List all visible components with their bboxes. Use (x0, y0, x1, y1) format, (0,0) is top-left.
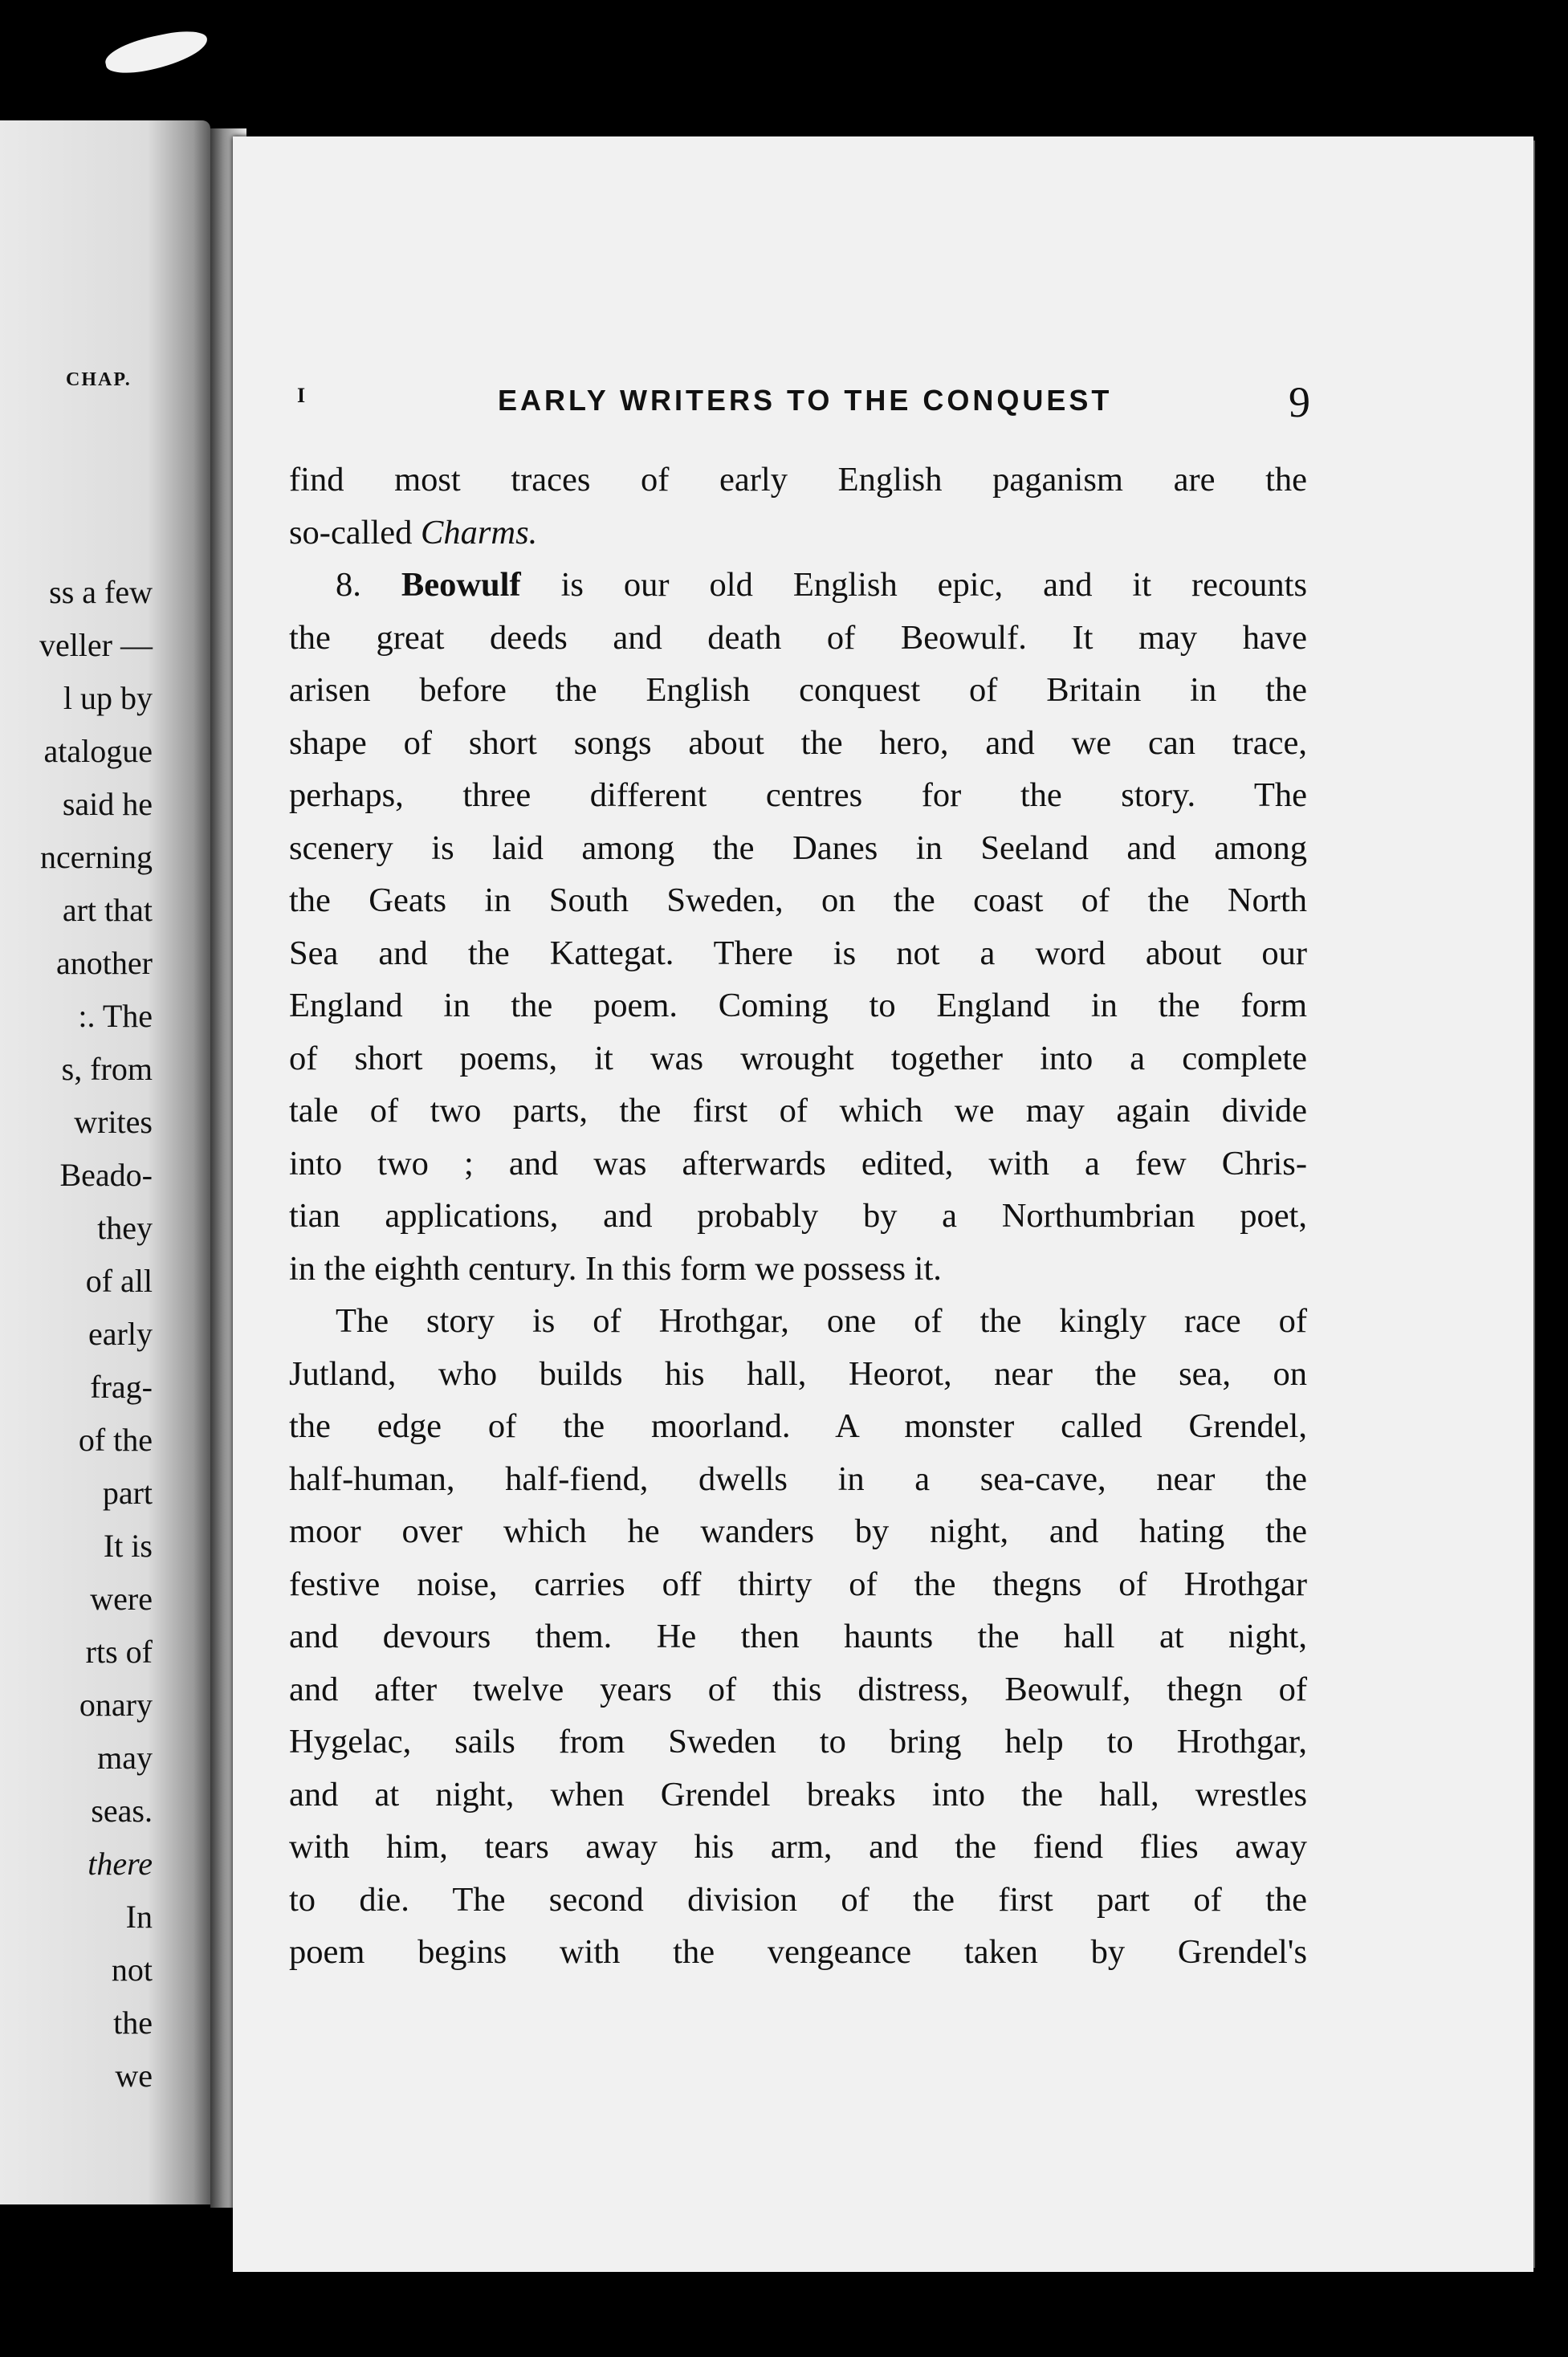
text-line: scenery is laid among the Danes in Seeland and among (289, 828, 1307, 867)
left-line: said he (62, 786, 153, 822)
text-line: arisen before the English conquest of Britain in the (289, 671, 1307, 709)
page-right (233, 136, 1533, 2272)
text-line: the edge of the moorland. A monster called Grendel, (289, 1407, 1307, 1445)
left-line: early (88, 1316, 153, 1352)
section-number: 8. (336, 566, 401, 604)
text-line: and at night, when Grendel breaks into the hall, wrestles (289, 1775, 1307, 1814)
charms-italic: Charms. (421, 513, 538, 552)
text-line: tale of two parts, the first of which we may again divide (289, 1092, 1307, 1130)
text-line: of short poems, it was wrought together into a complete (289, 1039, 1307, 1077)
section-title: Beowulf (401, 566, 521, 604)
left-line: of all (85, 1263, 153, 1299)
text-line: into two ; and was afterwards edited, with a few Chris- (289, 1144, 1307, 1183)
left-line: l up by (63, 680, 153, 716)
running-title: EARLY WRITERS TO THE CONQUEST (498, 384, 1113, 417)
text-line: The story is of Hrothgar, one of the kingly race of (336, 1302, 1307, 1340)
text-line: in the eighth century. In this form we possess it. (289, 1249, 942, 1288)
text-line: poem begins with the vengeance taken by Grendel's (289, 1933, 1307, 1971)
left-line: In (125, 1899, 153, 1935)
text-line: shape of short songs about the hero, and we can trace, (289, 723, 1307, 762)
left-line: art that (62, 892, 153, 928)
text-line: with him, tears away his arm, and the fiend flies away (289, 1828, 1307, 1866)
left-line: rts of (85, 1634, 153, 1670)
left-line: the (113, 2005, 153, 2041)
left-line: :. The (78, 998, 153, 1034)
text-line: Sea and the Kattegat. There is not a word about our (289, 934, 1307, 972)
left-running-head: CHAP. (66, 369, 132, 390)
left-line: there (88, 1846, 153, 1882)
left-line: frag- (90, 1369, 153, 1405)
text-run: so-called (289, 513, 422, 552)
text-line: the Geats in South Sweden, on the coast of the North (289, 881, 1307, 919)
left-line: they (97, 1210, 153, 1246)
left-line: ncerning (40, 839, 153, 875)
left-line: may (97, 1740, 153, 1776)
text-line: Hygelac, sails from Sweden to bring help to Hrothgar, (289, 1723, 1307, 1761)
left-line: writes (74, 1104, 153, 1140)
text-line: perhaps, three different centres for the story. The (289, 776, 1307, 814)
text-run: is our old English epic, and it recounts (520, 566, 1307, 604)
page-number: 9 (1289, 378, 1310, 426)
left-line: part (102, 1475, 153, 1511)
left-line: of the (78, 1422, 153, 1458)
chapter-number: I (297, 384, 306, 407)
text-line: tian applications, and probably by a Northumbrian poet, (289, 1197, 1307, 1235)
text-line: the great deeds and death of Beowulf. It may have (289, 618, 1307, 657)
left-line: onary (79, 1687, 153, 1723)
text-line: find most traces of early English paganism are the (289, 461, 1307, 499)
text-line: to die. The second division of the first part of the (289, 1880, 1307, 1919)
text-line (289, 507, 1307, 560)
left-line: were (90, 1581, 153, 1617)
facing-page-left (0, 120, 210, 2204)
text-line: half-human, half-fiend, dwells in a sea-cave, near the (289, 1459, 1307, 1498)
running-head (297, 377, 1501, 425)
left-line: atalogue (43, 733, 153, 769)
left-page-text (0, 566, 153, 2103)
text-line: festive noise, carries off thirty of the thegns of Hrothgar (289, 1565, 1307, 1603)
left-line: s, from (61, 1051, 153, 1087)
text-line: moor over which he wanders by night, and hating the (289, 1512, 1307, 1550)
body-text (289, 454, 1307, 1979)
left-line: another (56, 945, 153, 981)
text-line: and devours them. He then haunts the hall at night, (289, 1618, 1307, 1655)
text-line: England in the poem. Coming to England in the form (289, 987, 1307, 1024)
left-line: seas. (91, 1793, 153, 1829)
left-line: not (111, 1952, 153, 1988)
scan-smudge (102, 26, 210, 79)
left-line: veller — (39, 627, 153, 663)
left-line: It is (103, 1528, 153, 1564)
text-line: Jutland, who builds his hall, Heorot, near the sea, on (289, 1354, 1307, 1393)
left-line: ss a few (49, 574, 153, 610)
text-line: and after twelve years of this distress, Beowulf, thegn of (289, 1670, 1307, 1708)
left-line: we (115, 2058, 153, 2094)
section-heading-line (289, 559, 1307, 612)
left-line: Beado- (59, 1157, 153, 1193)
